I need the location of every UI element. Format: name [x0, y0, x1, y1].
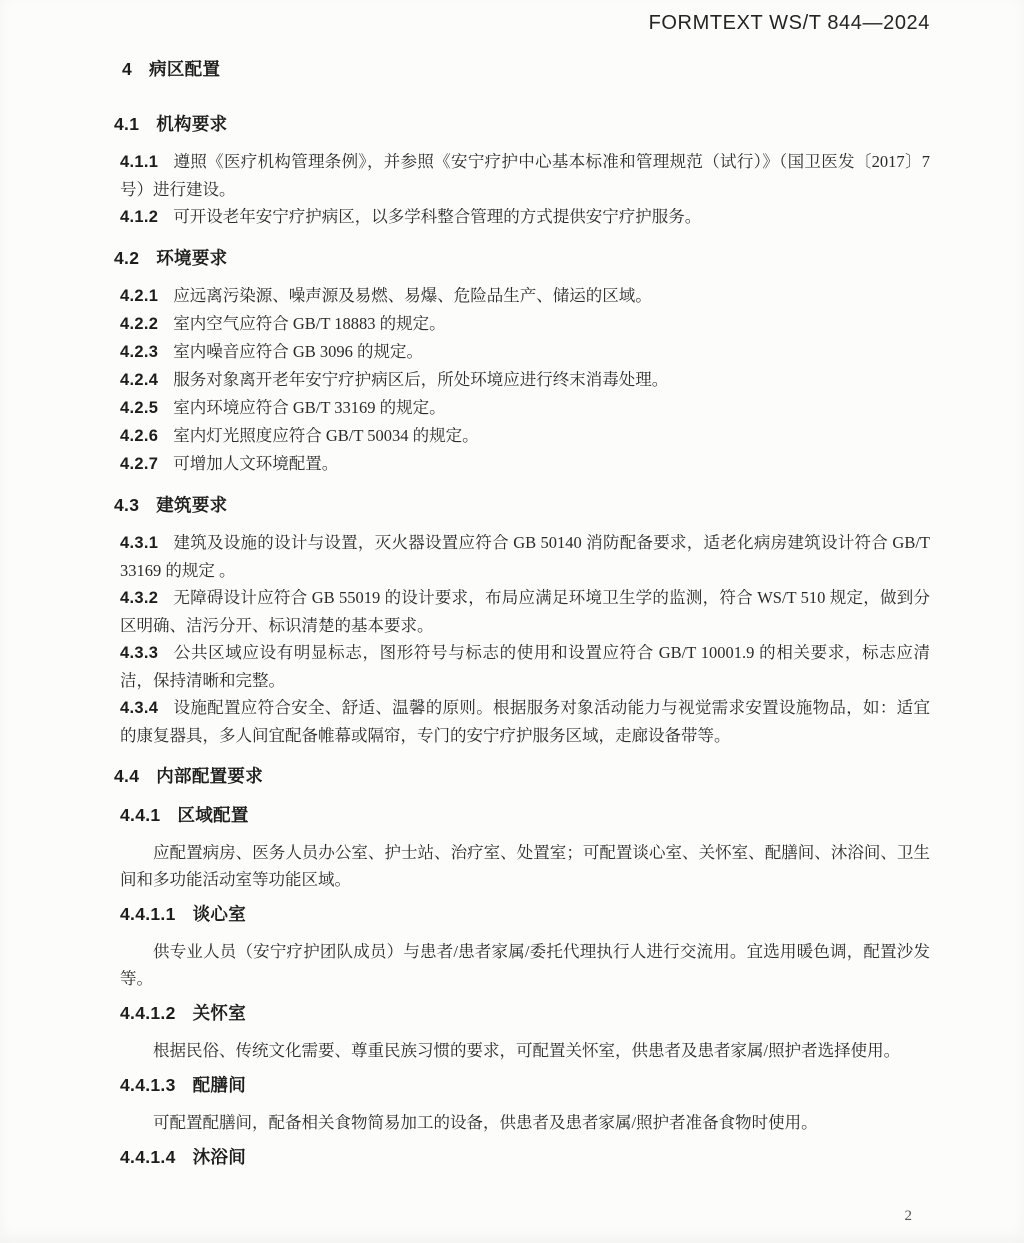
heading-number: 4.4.1.4 [120, 1147, 176, 1167]
heading-number: 4.1 [114, 114, 140, 134]
document-body [114, 56, 930, 1181]
clause-4-2-7 [120, 450, 930, 478]
para-4-4-1-3: 可配置配膳间，配备相关食物简易加工的设备，供患者及患者家属/照护者准备食物时使用。 [153, 1113, 818, 1132]
heading-title: 环境要求 [156, 248, 228, 268]
clause-4-2-4 [120, 366, 930, 394]
para-4-4-1-2: 根据民俗、传统文化需要、尊重民族习惯的要求，可配置关怀室，供患者及患者家属/照护者选择使用。 [153, 1041, 901, 1060]
heading-4-4 [114, 763, 930, 790]
clause-number: 4.2.7 [120, 455, 159, 473]
clause-text: 室内噪音应符合 GB 3096 的规定。 [173, 342, 423, 361]
clause-text: 服务对象离开老年安宁疗护病区后，所处环境应进行终末消毒处理。 [173, 370, 669, 389]
clause-4-1-2 [120, 203, 930, 231]
clause-4-2-3 [120, 338, 930, 366]
clause-4-2-1 [120, 282, 930, 310]
heading-4-2 [114, 245, 930, 272]
clause-number: 4.1.1 [120, 153, 159, 171]
clause-text: 设施配置应符合安全、舒适、温馨的原则。根据服务对象活动能力与视觉需求安置设施物品，如：适宜的康复器具，多人间宜配备帷幕或隔帘，专门的安宁疗护服务区域，走廊设备带等。 [120, 698, 930, 745]
page-number: 2 [904, 1208, 912, 1224]
heading-4 [122, 56, 930, 83]
clause-text: 可增加人文环境配置。 [173, 454, 339, 473]
heading-number: 4.4 [114, 766, 140, 786]
clause-4-3-4 [120, 694, 930, 749]
clause-4-3-3 [120, 639, 930, 694]
heading-number: 4.3 [114, 495, 140, 515]
heading-number: 4.4.1.1 [120, 904, 176, 924]
heading-number: 4.2 [114, 248, 140, 268]
clause-4-1-1 [120, 148, 930, 203]
heading-4-3 [114, 492, 930, 519]
heading-4-4-1-2 [120, 1000, 930, 1027]
clause-text: 无障碍设计应符合 GB 55019 的设计要求，布局应满足环境卫生学的监测，符合 WS/T 510 规定，做到分区明确、洁污分开、标识清楚的基本要求。 [120, 588, 930, 635]
clause-text: 公共区域应设有明显标志，图形符号与标志的使用和设置应符合 GB/T 10001.9 的相关要求，标志应清洁，保持清晰和完整。 [120, 643, 930, 690]
clause-number: 4.3.3 [120, 644, 159, 662]
clause-4-2-5 [120, 394, 930, 422]
standard-number-label: FORMTEXT WS/T 844—2024 [648, 12, 930, 34]
clause-number: 4.2.5 [120, 399, 159, 417]
heading-title: 建筑要求 [156, 495, 228, 515]
clause-number: 4.3.4 [120, 699, 159, 717]
clause-text: 建筑及设施的设计与设置，灭火器设置应符合 GB 50140 消防配备要求，适老化病房建筑设计符合 GB/T 33169 的规定 。 [120, 533, 930, 580]
heading-title: 关怀室 [192, 1003, 247, 1023]
heading-title: 沐浴间 [192, 1147, 247, 1167]
heading-number: 4.4.1.3 [120, 1075, 176, 1095]
clause-text: 室内空气应符合 GB/T 18883 的规定。 [173, 314, 446, 333]
clause-number: 4.2.1 [120, 287, 159, 305]
clause-text: 应远离污染源、噪声源及易燃、易爆、危险品生产、储运的区域。 [173, 286, 652, 305]
clause-number: 4.3.1 [120, 534, 159, 552]
clause-4-3-2 [120, 584, 930, 639]
clause-number: 4.2.4 [120, 371, 159, 389]
clause-4-2-2 [120, 310, 930, 338]
heading-title: 机构要求 [156, 114, 228, 134]
heading-title: 内部配置要求 [156, 766, 264, 786]
clause-text: 室内灯光照度应符合 GB/T 50034 的规定。 [173, 426, 479, 445]
clause-text: 可开设老年安宁疗护病区，以多学科整合管理的方式提供安宁疗护服务。 [173, 207, 702, 226]
heading-number: 4 [122, 59, 133, 79]
heading-number: 4.4.1 [120, 805, 161, 825]
heading-title: 配膳间 [192, 1075, 247, 1095]
clause-text: 室内环境应符合 GB/T 33169 的规定。 [173, 398, 446, 417]
clause-number: 4.1.2 [120, 208, 159, 226]
clause-text: 遵照《医疗机构管理条例》，并参照《安宁疗护中心基本标准和管理规范（试行）》（国卫医发〔2017〕7 号）进行建设。 [120, 152, 930, 199]
para-4-4-1: 应配置病房、医务人员办公室、护士站、治疗室、处置室；可配置谈心室、关怀室、配膳间、沐浴间、卫生间和多功能活动室等功能区域。 [120, 843, 930, 889]
clause-number: 4.2.6 [120, 427, 159, 445]
heading-4-4-1-1 [120, 901, 930, 928]
document-header [649, 12, 930, 35]
heading-4-4-1 [120, 802, 930, 829]
clause-number: 4.3.2 [120, 589, 159, 607]
clause-number: 4.2.3 [120, 343, 159, 361]
heading-title: 谈心室 [192, 904, 247, 924]
para-4-4-1-1: 供专业人员（安宁疗护团队成员）与患者/患者家属/委托代理执行人进行交流用。宜选用暖色调，配置沙发等。 [120, 942, 930, 988]
clause-4-2-6 [120, 422, 930, 450]
heading-4-4-1-4 [120, 1144, 930, 1171]
heading-4-1 [114, 111, 930, 138]
heading-4-4-1-3 [120, 1072, 930, 1099]
heading-title: 区域配置 [177, 805, 249, 825]
clause-number: 4.2.2 [120, 315, 159, 333]
heading-number: 4.4.1.2 [120, 1003, 176, 1023]
heading-title: 病区配置 [149, 59, 221, 79]
clause-4-3-1 [120, 529, 930, 584]
